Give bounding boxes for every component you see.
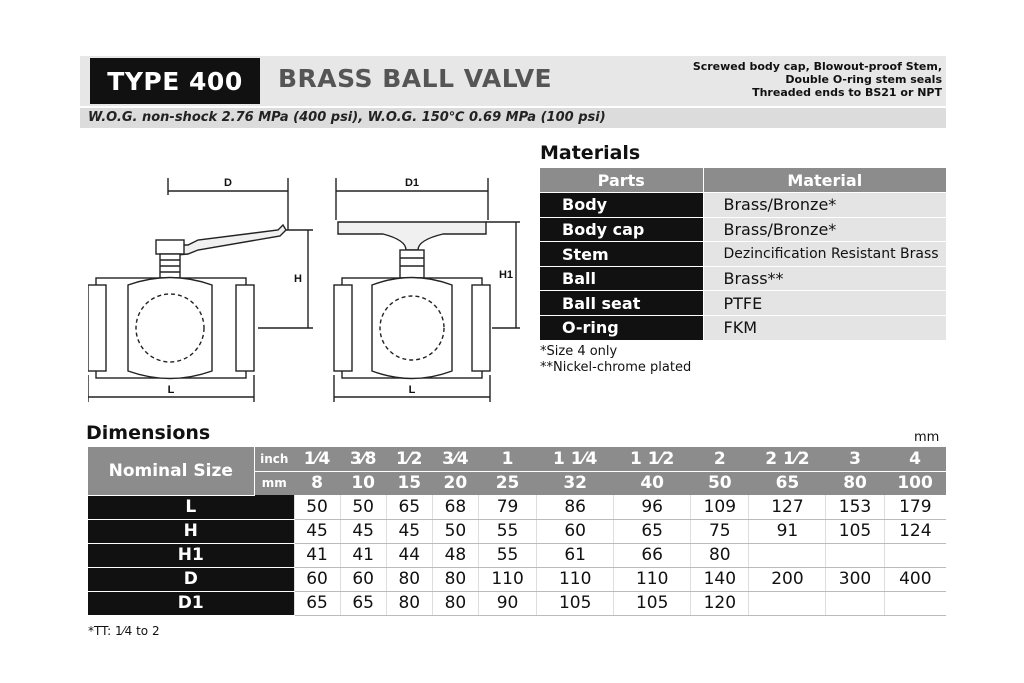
dimension-value: 86 xyxy=(537,495,614,519)
dimensions-title: Dimensions xyxy=(86,422,211,444)
inch-size-cell: 3⁄8 xyxy=(340,447,386,471)
dimension-row xyxy=(88,543,946,567)
part-name: Body xyxy=(540,193,703,218)
dimension-label: H1 xyxy=(88,543,294,567)
part-name: Ball seat xyxy=(540,291,703,316)
material-name: PTFE xyxy=(703,291,946,316)
part-name: O-ring xyxy=(540,316,703,341)
inch-size-cell: 1 xyxy=(478,447,536,471)
dimension-value: 75 xyxy=(691,519,749,543)
inch-size-cell: 1⁄4 xyxy=(294,447,340,471)
dimension-value: 120 xyxy=(691,591,749,615)
dim-label-h1: H1 xyxy=(498,269,514,281)
dimension-value: 55 xyxy=(478,543,536,567)
feature-line: Threaded ends to BS21 or NPT xyxy=(752,86,942,99)
dimension-value: 110 xyxy=(537,567,614,591)
part-name: Stem xyxy=(540,242,703,267)
dimension-value: 50 xyxy=(432,519,478,543)
dimension-value: 60 xyxy=(340,567,386,591)
dimension-value: 48 xyxy=(432,543,478,567)
pressure-rating: W.O.G. non-shock 2.76 MPa (400 psi), W.O.G. 150℃ 0.69 MPa (100 psi) xyxy=(80,108,946,128)
dimension-value xyxy=(884,543,946,567)
inch-size-cell: 4 xyxy=(884,447,946,471)
side-view-drawing xyxy=(88,178,313,402)
col-material: Material xyxy=(703,168,946,193)
mm-size-cell: 15 xyxy=(386,471,432,495)
inch-size-row xyxy=(88,447,946,471)
materials-row xyxy=(540,316,946,341)
materials-notes xyxy=(540,344,691,376)
dimension-value xyxy=(826,591,884,615)
dimension-value: 105 xyxy=(537,591,614,615)
mm-size-cell: 10 xyxy=(340,471,386,495)
dimension-value: 45 xyxy=(340,519,386,543)
dimension-value: 80 xyxy=(432,567,478,591)
dimension-value: 50 xyxy=(340,495,386,519)
material-name: Brass** xyxy=(703,266,946,291)
dimension-label: L xyxy=(88,495,294,519)
material-name: Dezincification Resistant Brass xyxy=(703,242,946,267)
inch-size-cell: 1 1⁄2 xyxy=(614,447,691,471)
dimension-value: 65 xyxy=(386,495,432,519)
dimension-row xyxy=(88,567,946,591)
inch-size-cell: 1⁄2 xyxy=(386,447,432,471)
dimension-value: 41 xyxy=(294,543,340,567)
materials-note: **Nickel-chrome plated xyxy=(540,360,692,375)
dimension-value: 66 xyxy=(614,543,691,567)
dimension-value: 300 xyxy=(826,567,884,591)
dimension-value: 124 xyxy=(884,519,946,543)
feature-line: Screwed body cap, Blowout-proof Stem, xyxy=(692,60,942,73)
dimension-value: 91 xyxy=(749,519,826,543)
dimension-value: 79 xyxy=(478,495,536,519)
dim-label-l: L xyxy=(167,384,175,396)
inch-size-cell: 3⁄4 xyxy=(432,447,478,471)
dimension-value: 80 xyxy=(691,543,749,567)
materials-header-row xyxy=(540,168,946,193)
valve-drawings xyxy=(88,150,528,410)
dimension-value xyxy=(749,543,826,567)
dimension-value xyxy=(749,591,826,615)
dimension-value: 110 xyxy=(478,567,536,591)
materials-title: Materials xyxy=(540,142,641,164)
dimension-value xyxy=(826,543,884,567)
dimension-row xyxy=(88,495,946,519)
materials-row xyxy=(540,217,946,242)
part-name: Ball xyxy=(540,266,703,291)
dimension-value: 65 xyxy=(340,591,386,615)
dimension-value: 400 xyxy=(884,567,946,591)
dimension-value: 60 xyxy=(294,567,340,591)
dimension-value: 90 xyxy=(478,591,536,615)
dimension-value: 50 xyxy=(294,495,340,519)
materials-row xyxy=(540,291,946,316)
dimension-value: 68 xyxy=(432,495,478,519)
mm-unit-label: mm xyxy=(254,471,294,495)
part-name: Body cap xyxy=(540,217,703,242)
dimension-value: 200 xyxy=(749,567,826,591)
materials-row xyxy=(540,242,946,267)
dimension-value: 96 xyxy=(614,495,691,519)
materials-note: *Size 4 only xyxy=(540,344,618,359)
dimension-row xyxy=(88,519,946,543)
material-name: Brass/Bronze* xyxy=(703,193,946,218)
dimension-value: 65 xyxy=(614,519,691,543)
dimension-value: 44 xyxy=(386,543,432,567)
dimension-row xyxy=(88,591,946,615)
mm-size-cell: 50 xyxy=(691,471,749,495)
unit-label: mm xyxy=(914,430,940,445)
mm-size-cell: 20 xyxy=(432,471,478,495)
dimension-value: 109 xyxy=(691,495,749,519)
dimension-value: 41 xyxy=(340,543,386,567)
materials-row xyxy=(540,193,946,218)
dimension-value: 127 xyxy=(749,495,826,519)
inch-size-cell: 3 xyxy=(826,447,884,471)
dim-label-d: D xyxy=(224,177,232,189)
mm-size-cell: 80 xyxy=(826,471,884,495)
dim-label-d1: D1 xyxy=(404,177,420,189)
dimension-label: D1 xyxy=(88,591,294,615)
dimension-value: 45 xyxy=(386,519,432,543)
inch-size-cell: 2 xyxy=(691,447,749,471)
type-label: TYPE 400 xyxy=(90,58,260,104)
dimension-label: D xyxy=(88,567,294,591)
dimension-value: 80 xyxy=(386,591,432,615)
dimension-value xyxy=(884,591,946,615)
inch-size-cell: 1 1⁄4 xyxy=(537,447,614,471)
dimension-value: 55 xyxy=(478,519,536,543)
dim-label-h: H xyxy=(294,273,302,285)
mm-size-cell: 8 xyxy=(294,471,340,495)
dimension-label: H xyxy=(88,519,294,543)
inch-size-cell: 2 1⁄2 xyxy=(749,447,826,471)
product-title: BRASS BALL VALVE xyxy=(278,64,553,93)
dimension-value: 61 xyxy=(537,543,614,567)
materials-row xyxy=(540,266,946,291)
dimension-value: 60 xyxy=(537,519,614,543)
tt-footnote: *TT: 1⁄4 to 2 xyxy=(88,624,160,638)
dimension-value: 110 xyxy=(614,567,691,591)
mm-size-cell: 100 xyxy=(884,471,946,495)
material-name: Brass/Bronze* xyxy=(703,217,946,242)
dimension-value: 45 xyxy=(294,519,340,543)
dimension-value: 140 xyxy=(691,567,749,591)
feature-line: Double O-ring stem seals xyxy=(785,73,942,86)
mm-size-cell: 40 xyxy=(614,471,691,495)
material-name: FKM xyxy=(703,316,946,341)
inch-unit-label: inch xyxy=(254,447,294,471)
dimension-value: 105 xyxy=(614,591,691,615)
mm-size-cell: 32 xyxy=(537,471,614,495)
col-parts: Parts xyxy=(540,168,703,193)
dimension-value: 105 xyxy=(826,519,884,543)
feature-list xyxy=(693,60,942,99)
dimensions-table xyxy=(88,447,946,616)
dim-label-l2: L xyxy=(408,384,416,396)
dimension-value: 153 xyxy=(826,495,884,519)
mm-size-cell: 25 xyxy=(478,471,536,495)
materials-table xyxy=(540,168,946,341)
tee-handle-view-drawing xyxy=(334,178,520,402)
dimension-value: 179 xyxy=(884,495,946,519)
dimension-value: 80 xyxy=(432,591,478,615)
mm-size-cell: 65 xyxy=(749,471,826,495)
dimension-value: 80 xyxy=(386,567,432,591)
nominal-size-label: Nominal Size xyxy=(88,447,254,495)
dimension-value: 65 xyxy=(294,591,340,615)
